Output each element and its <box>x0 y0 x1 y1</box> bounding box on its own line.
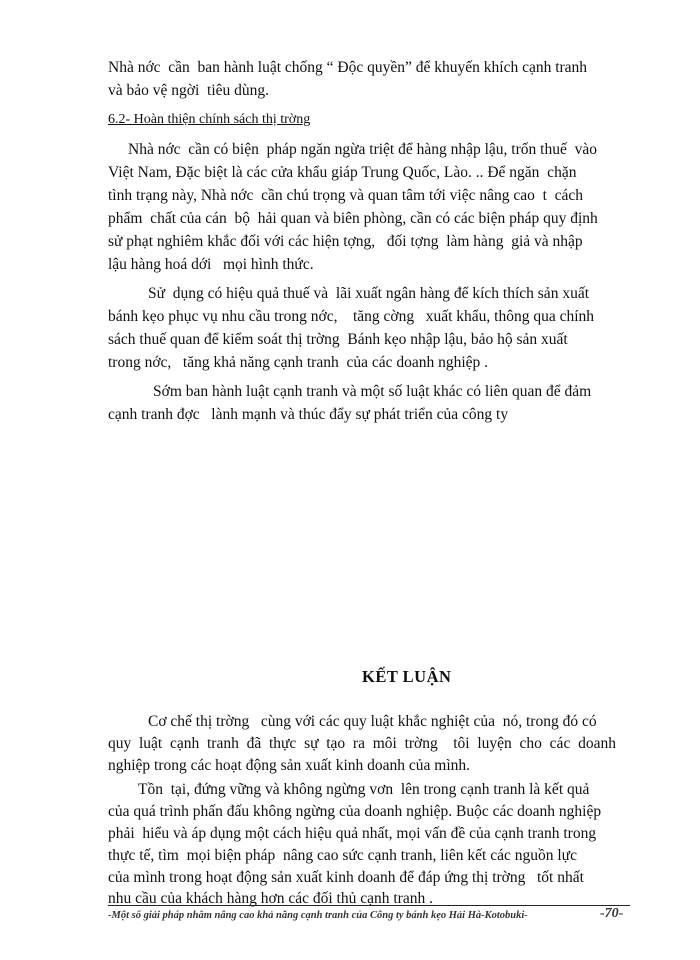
para3-line-1: Sử dụng có hiệu quả thuế và lãi xuất ngân hàng để kích thích sản xuất <box>148 285 590 302</box>
page-number: -70- <box>600 906 624 921</box>
para4-line-2: cạnh tranh đợc lành mạnh và thúc đẩy sự phát triển của công ty <box>108 406 509 423</box>
para2-line-4: phẩm chất của cán bộ hải quan và biên phòng, cần có các biện pháp quy định <box>108 210 598 227</box>
footer-rule <box>108 905 630 906</box>
para3-line-2: bánh kẹo phục vụ nhu cầu trong nớc, tăng cờng xuất khẩu, thông qua chính <box>108 308 595 325</box>
para1-line-2: và bảo vệ ngời tiêu dùng. <box>108 82 270 99</box>
para5-line-2: quy luật cạnh tranh đã thực sự tạo ra môi trờng tôi luyện cho các doanh <box>108 735 616 752</box>
para6-line-5: của mình trong hoạt động sản xuất kinh doanh để đáp ứng thị trờng tốt nhất <box>108 869 584 886</box>
para2-line-1: Nhà nớc cần có biện pháp ngăn ngừa triệt để hàng nhập lậu, trốn thuế vào <box>128 141 597 158</box>
para3-line-3: sách thuế quan để kiểm soát thị trờng Bánh kẹo nhập lậu, bảo hộ sản xuất <box>108 331 568 348</box>
footer-text: -Một số giải pháp nhằm nâng cao khả năng cạnh tranh của Công ty bánh kẹo Hải Hà-Kotobuki- <box>108 910 528 921</box>
para2-line-5: sử phạt nghiêm khắc đối với các hiện tợng, đối tợng làm hàng giả và nhập <box>108 233 583 250</box>
para4-line-1: Sớm ban hành luật cạnh tranh và một số luật khác có liên quan để đảm <box>153 383 592 400</box>
para6-line-1: Tồn tại, đứng vững và không ngừng vơn lên trong cạnh tranh là kết quả <box>138 781 590 798</box>
para3-line-4: trong nớc, tăng khả năng cạnh tranh của các doanh nghiệp . <box>108 354 489 371</box>
section-heading: 6.2- Hoàn thiện chính sách thị trờng <box>108 112 311 127</box>
para6-line-3: phải hiểu và áp dụng một cách hiệu quả nhất, mọi vấn đề của cạnh tranh trong <box>108 825 597 842</box>
para5-line-3: nghiệp trong các hoạt động sản xuất kinh doanh của mình. <box>108 757 471 774</box>
para5-line-1: Cơ chế thị trờng cùng với các quy luật khắc nghiệt của nó, trong đó có <box>148 713 597 730</box>
para6-line-4: thực tế, tìm mọi biện pháp nâng cao sức cạnh tranh, liên kết các nguồn lực <box>108 847 577 864</box>
para2-line-3: tình trạng này, Nhà nớc cần chú trọng và quan tâm tới việc nâng cao t cách <box>108 187 584 204</box>
para2-line-2: Việt Nam, Đặc biệt là các cửa khẩu giáp Trung Quốc, Lào. .. Để ngăn chặn <box>108 164 577 181</box>
para6-line-6: nhu cầu của khách hàng hơn các đối thủ cạnh tranh . <box>108 890 433 907</box>
para6-line-2: của quá trình phấn đấu không ngừng của doanh nghiệp. Buộc các doanh nghiệp <box>108 803 602 820</box>
conclusion-title: KẾT LUẬN <box>362 667 452 686</box>
para2-line-6: lậu hàng hoá dới mọi hình thức. <box>108 256 314 273</box>
para1-line-1: Nhà nớc cần ban hành luật chống “ Độc quyền” để khuyến khích cạnh tranh <box>108 59 588 76</box>
